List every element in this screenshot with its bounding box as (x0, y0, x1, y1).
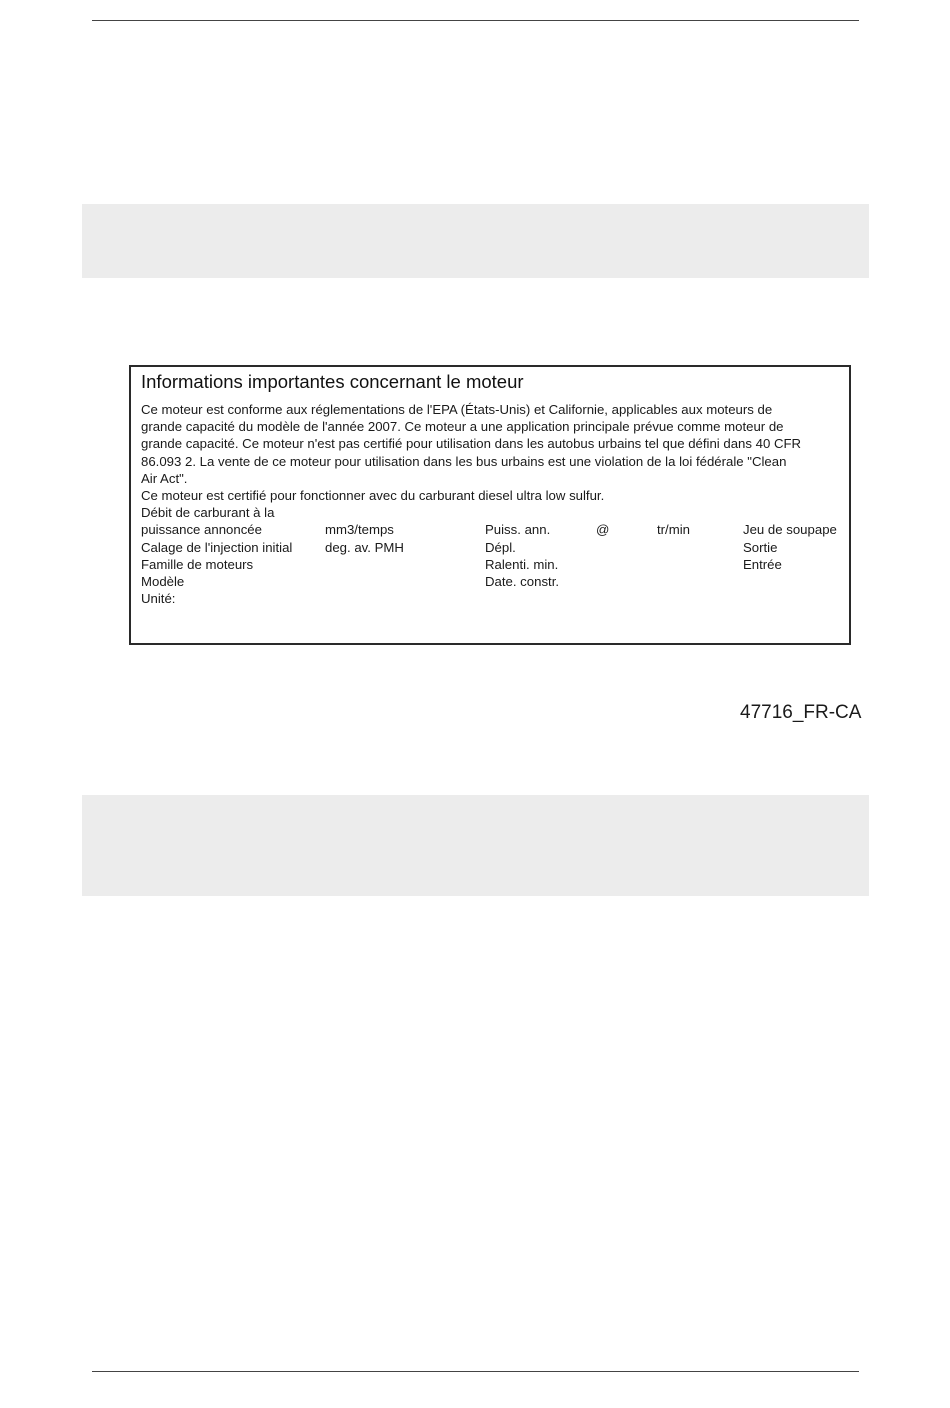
label-title: Informations importantes concernant le moteur (141, 371, 524, 392)
spec-cell: Famille de moteurs (141, 556, 254, 572)
spec-cell: tr/min (657, 522, 690, 538)
spec-cell: puissance annoncée (141, 522, 262, 538)
figure-id: 47716_FR-CA (740, 702, 862, 723)
spec-cell: Entrée (743, 556, 782, 572)
spec-row (141, 504, 839, 521)
paragraph-line: grande capacité. Ce moteur n'est pas certifié pour utilisation dans les autobus urbains tel que défini dans 40 CFR (141, 436, 802, 452)
paragraph-line: Ce moteur est certifié pour fonctionner avec du carburant diesel ultra low sulfur. (141, 488, 605, 504)
top-rule (92, 20, 859, 21)
paragraph-line: grande capacité du modèle de l'année 2007. Ce moteur a une application principale prévue comme moteur de (141, 419, 784, 435)
spec-cell: Dépl. (485, 539, 516, 555)
label-paragraph (141, 401, 839, 504)
spec-cell: Ralenti. min. (485, 556, 559, 572)
spec-cell: Date. constr. (485, 573, 560, 589)
spec-cell: Calage de l'injection initial (141, 539, 293, 555)
spec-cell: Sortie (743, 539, 778, 555)
spec-row (141, 573, 839, 590)
paragraph-line: 86.093 2. La vente de ce moteur pour utilisation dans les bus urbains est une violation de la loi fédérale "Clean (141, 453, 787, 469)
spec-cell: Unité: (141, 591, 176, 607)
gray-band-top (82, 204, 869, 278)
bottom-rule (92, 1371, 859, 1372)
engine-info-label (129, 365, 851, 645)
gray-band-bottom (82, 795, 869, 896)
spec-row (141, 556, 839, 573)
spec-cell: Débit de carburant à la (141, 505, 275, 521)
spec-cell: Modèle (141, 573, 185, 589)
spec-row (141, 539, 839, 556)
spec-cell: @ (596, 522, 610, 538)
spec-row (141, 590, 839, 607)
spec-cell: mm3/temps (325, 522, 394, 538)
spec-grid (141, 504, 839, 608)
spec-cell: Puiss. ann. (485, 522, 551, 538)
spec-cell: deg. av. PMH (325, 539, 404, 555)
spec-cell: Jeu de soupape (743, 522, 837, 538)
spec-row (141, 521, 839, 538)
paragraph-line: Air Act". (141, 470, 188, 486)
paragraph-line: Ce moteur est conforme aux réglementations de l'EPA (États-Unis) et Californie, applicables aux moteurs de (141, 402, 773, 417)
